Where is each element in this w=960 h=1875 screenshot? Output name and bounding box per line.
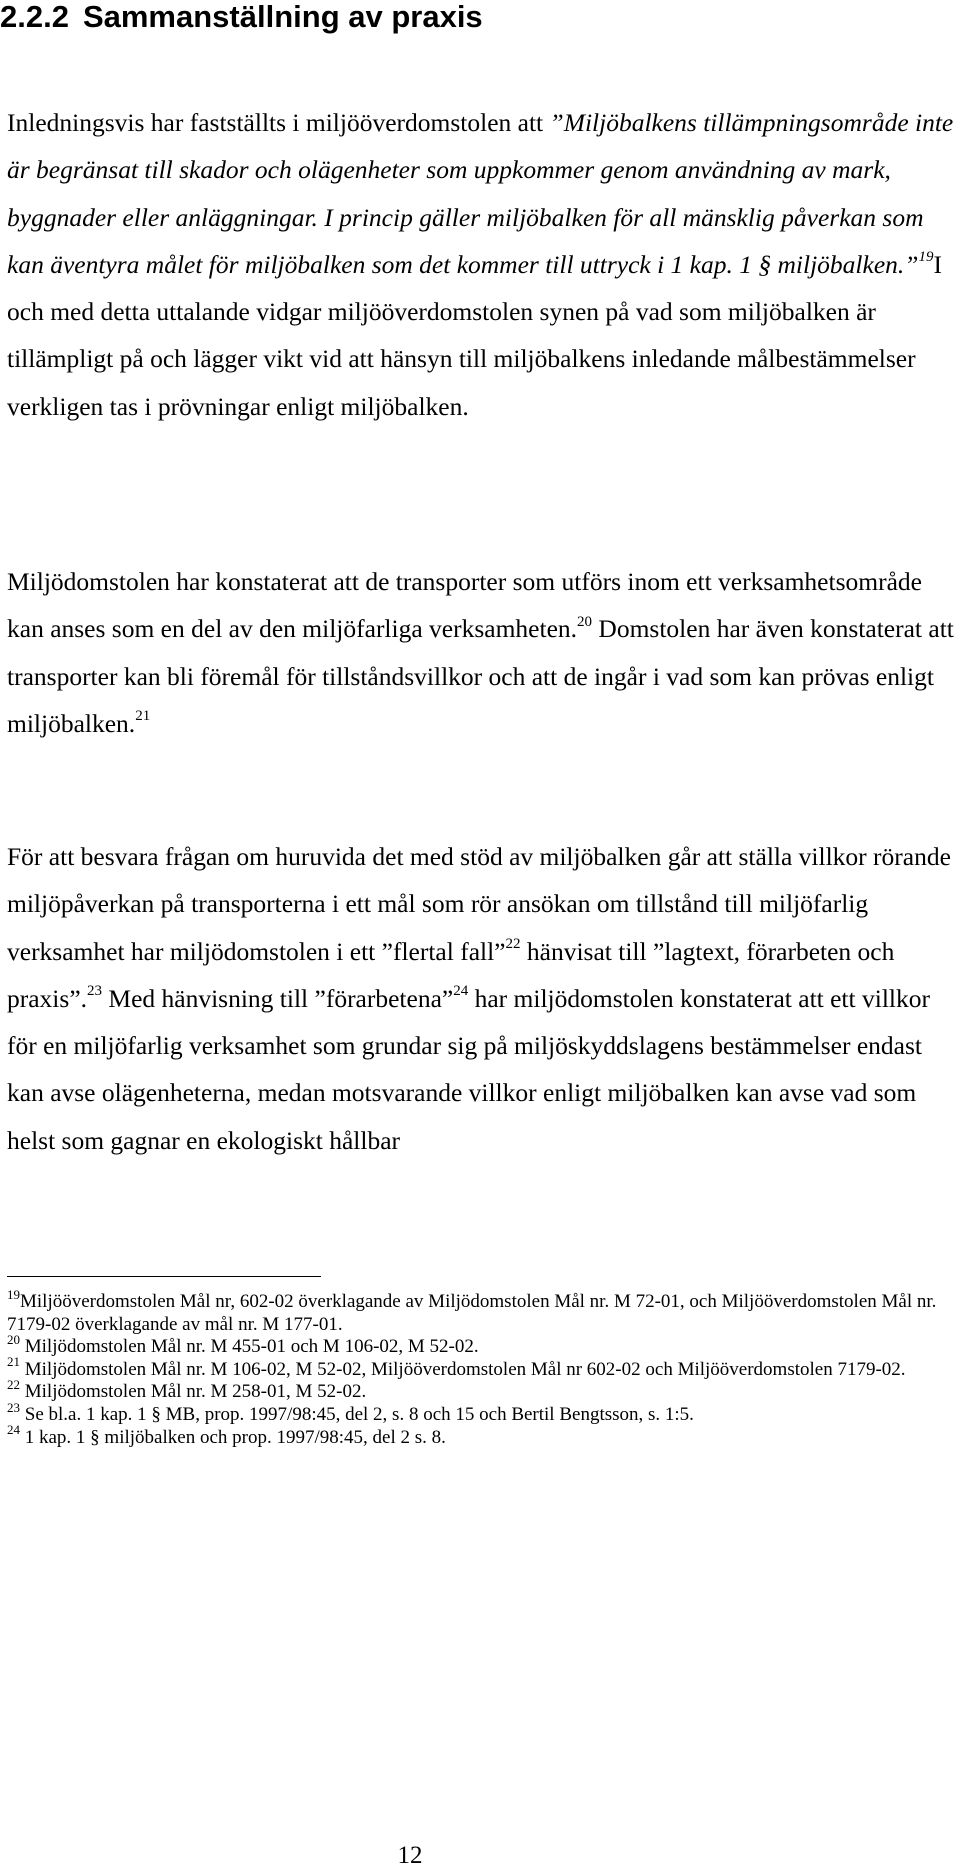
paragraph-1-text-a: Inledningsvis har fastställts i miljööverdomstolen att	[7, 108, 550, 137]
footnote-ref-22[interactable]: 22	[505, 936, 521, 953]
footnote-number: 19	[7, 1286, 20, 1302]
page-number: 12	[397, 1842, 423, 1869]
paragraph-2	[7, 558, 955, 747]
footnote-text: Miljödomstolen Mål nr. M 455-01 och M 106-02, M 52-02.	[20, 1336, 479, 1358]
footnote-number: 24	[7, 1422, 20, 1438]
section-title: Sammanställning av praxis	[82, 0, 483, 34]
section-heading	[0, 0, 483, 34]
footnote-ref-24[interactable]: 24	[453, 983, 469, 1000]
footnote-24	[7, 1422, 955, 1450]
footnote-text: Se bl.a. 1 kap. 1 § MB, prop. 1997/98:45, del 2, s. 8 och 15 och Bertil Bengtsson, s. 1:5.	[20, 1403, 694, 1425]
paragraph-3-text-c: Med hänvisning till ”förarbetena”	[102, 983, 454, 1013]
paragraph-3-text-a: För att besvara frågan om huruvida det med stöd av miljöbalken går att ställa villkor rörande miljöpåverkan på transporterna i ett mål som rör ansökan om tillstånd till miljöfarlig verksamhet har miljödomstolen i ett ”flertal fall”	[7, 842, 951, 966]
footnote-number: 21	[7, 1354, 20, 1370]
paragraph-1	[7, 99, 955, 430]
paragraph-3	[7, 833, 955, 1164]
paragraph-3-text-d: har miljödomstolen konstaterat att ett villkor för en miljöfarlig verksamhet som grundar sig på miljöskyddslagens bestämmelser endast kan avse olägenheterna, medan motsvarande villkor enligt miljöbalken kan avse vad som helst som gagnar en ekologiskt hållbar	[7, 983, 930, 1155]
footnote-text: 1 kap. 1 § miljöbalken och prop. 1997/98:45, del 2 s. 8.	[20, 1426, 446, 1448]
paragraph-2-text-a: Miljödomstolen har konstaterat att de transporter som utförs inom ett verksamhetsområde kan anses som en del av den miljöfarliga verksamheten.	[7, 567, 922, 644]
section-number: 2.2.2	[0, 0, 69, 34]
footnote-19	[7, 1286, 955, 1336]
footnote-ref-21[interactable]: 21	[135, 708, 151, 725]
footnote-23	[7, 1399, 955, 1427]
footnote-ref-20[interactable]: 20	[577, 613, 593, 630]
footnote-text: Miljödomstolen Mål nr. M 106-02, M 52-02, Miljööverdomstolen Mål nr 602-02 och Miljööverdomstolen 7179-02.	[20, 1358, 906, 1380]
footnote-ref-19[interactable]: 19	[918, 249, 934, 266]
footnote-22	[7, 1377, 955, 1404]
footnotes	[7, 1286, 955, 1449]
footnote-21	[7, 1354, 955, 1382]
paragraph-3-text-b: hänvisat till ”lagtext, förarbeten och praxis”.	[7, 936, 895, 1013]
footnote-number: 20	[7, 1331, 20, 1347]
footnote-number: 23	[7, 1399, 20, 1415]
paragraph-2-text-b: Domstolen har även konstaterat att transporter kan bli föremål för tillståndsvillkor och att de ingår i vad som kan prövas enligt miljöbalken.	[7, 614, 954, 738]
footnote-number: 22	[7, 1377, 20, 1393]
footnote-ref-23[interactable]: 23	[87, 983, 103, 1000]
paragraph-1-text-b: I och med detta uttalande vidgar miljööverdomstolen synen på vad som miljöbalken är tillämpligt på och lägger vikt vid att hänsyn till miljöbalkens inledande målbestämmelser verkligen tas i prövningar enligt miljöbalken.	[7, 249, 942, 421]
paragraph-1-quote: ”Miljöbalkens tillämpningsområde inte är begränsat till skador och olägenheter som uppkommer genom användning av mark, byggnader eller anläggningar. I princip gäller miljöbalken för all mänsklig påverkan som kan äventyra målet för miljöbalken som det kommer till uttryck i 1 kap. 1 § miljöbalken.”	[7, 108, 954, 279]
footnote-separator	[7, 1276, 321, 1277]
footnote-20	[7, 1331, 955, 1359]
footnote-text: Miljööverdomstolen Mål nr, 602-02 överklagande av Miljödomstolen Mål nr. M 72-01, och Miljööverdomstolen Mål nr. 7179-02 överklagande av mål nr. M 177-01.	[7, 1291, 937, 1335]
footnote-text: Miljödomstolen Mål nr. M 258-01, M 52-02.	[20, 1381, 367, 1403]
